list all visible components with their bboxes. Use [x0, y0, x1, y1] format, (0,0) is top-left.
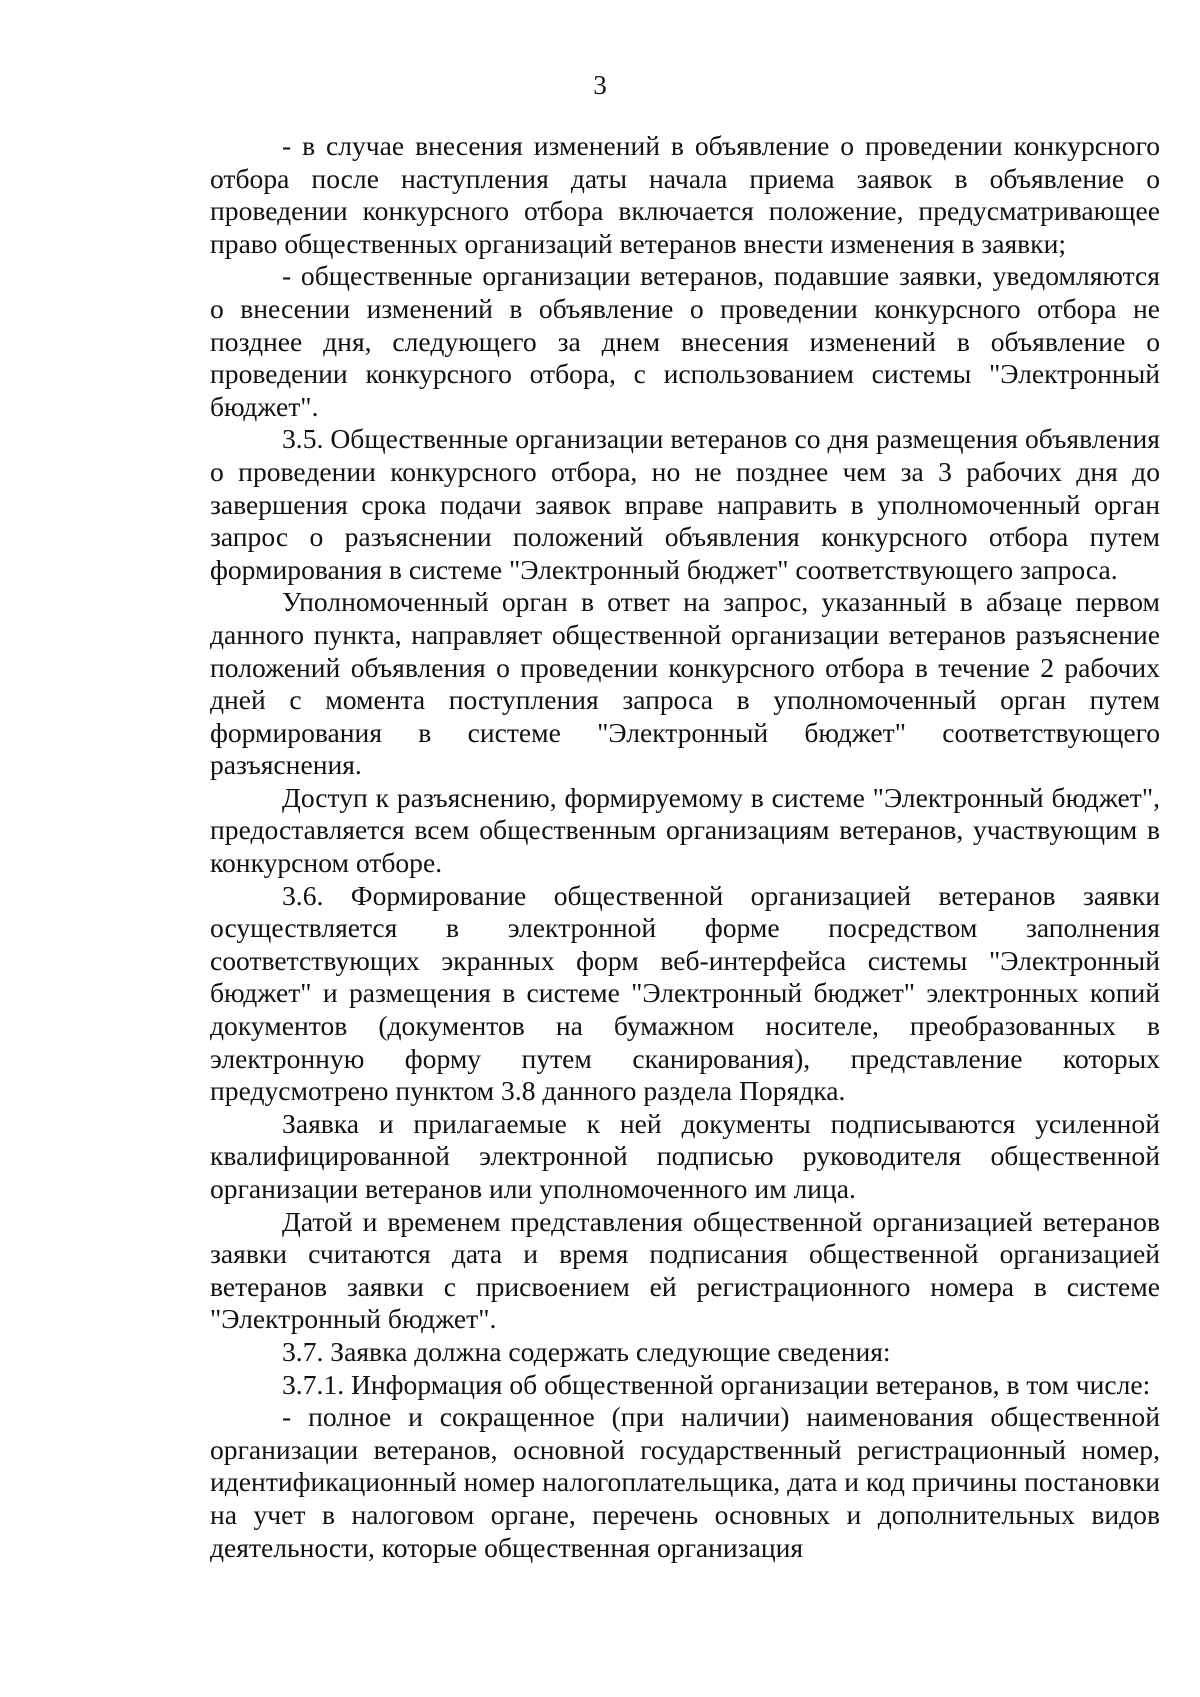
paragraph: Доступ к разъяснению, формируемому в системе "Электронный бюджет", предоставляется всем общественным организациям ветеранов, участвующим в конкурсном отборе.	[210, 781, 1160, 879]
paragraph: 3.7. Заявка должна содержать следующие сведения:	[282, 1335, 891, 1367]
paragraph: - полное и сокращенное (при наличии) наименования общественной организации ветеранов, основной государственный регистрационный номер, идентификационный номер налогоплательщика, дата и код причины постановки на учет в налоговом органе, перечень основных и дополнительных видов деятельности, которые общественная организация	[210, 1401, 1160, 1563]
paragraph: Уполномоченный орган в ответ на запрос, указанный в абзаце первом данного пункта, направляет общественной организации ветеранов разъяснение положений объявления о проведении конкурсного отбора в течение 2 рабочих дней с момента поступления запроса в уполномоченный орган путем формирования в системе "Электронный бюджет" соответствующего разъяснения.	[210, 586, 1160, 781]
page-number: 3	[593, 70, 607, 100]
paragraph: 3.7.1. Информация об общественной организации ветеранов, в том числе:	[282, 1368, 1151, 1400]
paragraph: Датой и временем представления общественной организацией ветеранов заявки считаются дата и время подписания общественной организацией ветеранов заявки с присвоением ей регистрационного номера в системе "Электронный бюджет".	[210, 1205, 1160, 1335]
paragraph: Заявка и прилагаемые к ней документы подписываются усиленной квалифицированной электронной подписью руководителя общественной организации ветеранов или уполномоченного им лица.	[210, 1107, 1160, 1204]
document-body	[210, 130, 1160, 1564]
paragraph: 3.5. Общественные организации ветеранов со дня размещения объявления о проведении конкурсного отбора, но не позднее чем за 3 рабочих дня до завершения срока подачи заявок вправе направить в уполномоченный орган запрос о разъяснении положений объявления конкурсного отбора путем формирования в системе "Электронный бюджет" соответствующего запроса.	[210, 423, 1160, 585]
paragraph: - в случае внесения изменений в объявление о проведении конкурсного отбора после наступления даты начала приема заявок в объявление о проведении конкурсного отбора включается положение, предусматривающее право общественных организаций ветеранов внести изменения в заявки;	[210, 130, 1160, 259]
paragraph: - общественные организации ветеранов, подавшие заявки, уведомляются о внесении изменений в объявление о проведении конкурсного отбора не позднее дня, следующего за днем внесения изменений в объявление о проведении конкурсного отбора, с использованием системы "Электронный бюджет".	[210, 260, 1160, 422]
paragraph: 3.6. Формирование общественной организацией ветеранов заявки осуществляется в электронной форме посредством заполнения соответствующих экранных форм веб-интерфейса системы "Электронный бюджет" и размещения в системе "Электронный бюджет" электронных копий документов (документов на бумажном носителе, преобразованных в электронную форму путем сканирования), представление которых предусмотрено пунктом 3.8 данного раздела Порядка.	[210, 879, 1160, 1107]
